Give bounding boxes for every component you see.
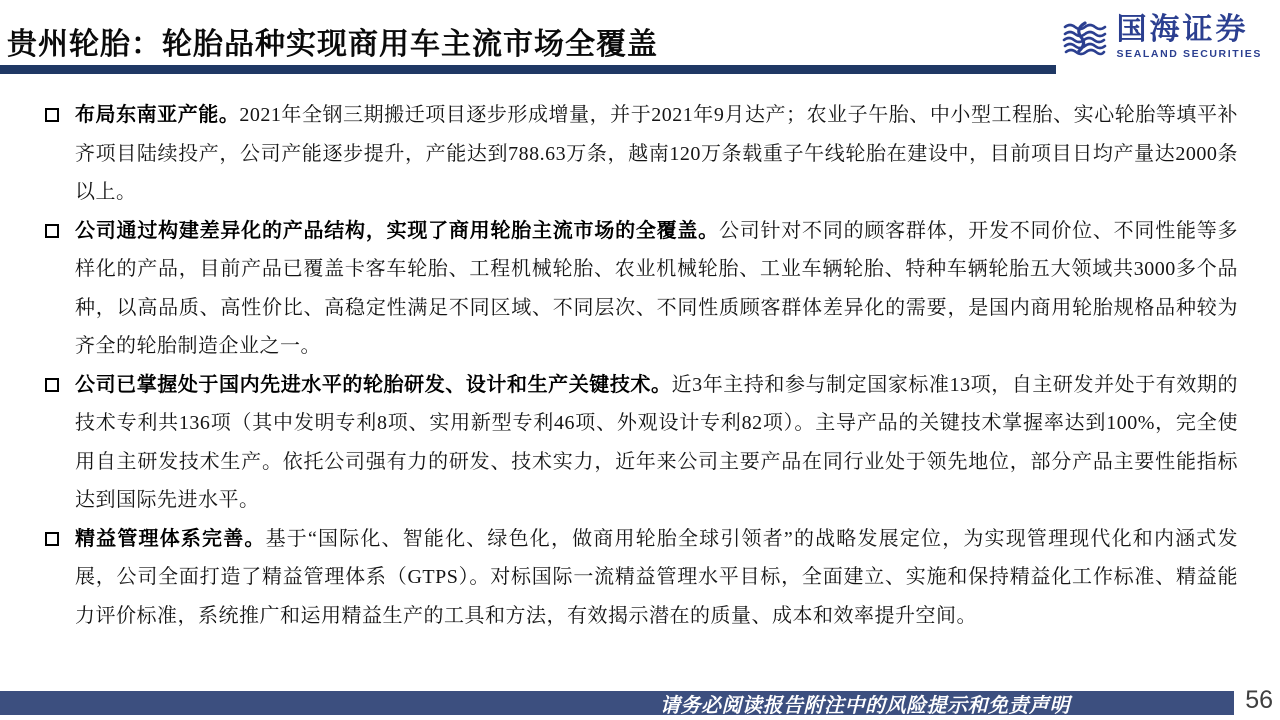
bullet-text-4: [75, 520, 1238, 636]
bullet-item-3: [45, 366, 1238, 520]
bullet-square-icon: [45, 378, 59, 392]
bullet-square-icon: [45, 532, 59, 546]
footer-disclaimer: 请务必阅读报告附注中的风险提示和免责声明: [660, 694, 1070, 717]
footer-band: [0, 691, 1234, 715]
sealand-wave-icon: [1061, 13, 1109, 61]
bullet-square-icon: [45, 224, 59, 238]
bullet-body-4: 基于“国际化、智能化、绿色化，做商用轮胎全球引领者”的战略发展定位，为实现管理现代化和内涵式发展，公司全面打造了精益管理体系（GTPS）。对标国际一流精益管理水平目标，全面建立、实施和保持精益化工作标准、精益能力评价标准，系统推广和运用精益生产的工具和方法，有效揭示潜在的质量、成本和效率提升空间。: [75, 527, 1238, 627]
header-rule: [0, 65, 1056, 74]
bullet-item-4: [45, 520, 1238, 636]
bullet-text-2: [75, 212, 1238, 366]
bullet-lead-1: 布局东南亚产能。: [75, 104, 240, 126]
logo-text: [1116, 12, 1262, 60]
logo-name-en: SEALAND SECURITIES: [1116, 47, 1262, 60]
bullet-text-3: [75, 366, 1238, 520]
logo-name-cn: 国海证券: [1116, 12, 1249, 46]
bullet-lead-4: 精益管理体系完善。: [75, 527, 266, 550]
bullet-lead-3: 公司已掌握处于国内先进水平的轮胎研发、设计和生产关键技术。: [75, 373, 672, 396]
bullet-item-1: [45, 96, 1238, 212]
bullet-list: [45, 96, 1238, 635]
page-number: 56: [1245, 686, 1273, 714]
bullet-body-3: 近3年主持和参与制定国家标准13项，自主研发并处于有效期的技术专利共136项（其中发明专利8项、实用新型专利46项、外观设计专利82项）。主导产品的关键技术掌握率达到100%，完全使用自主研发技术生产。依托公司强有力的研发、技术实力，近年来公司主要产品在同行业处于领先地位，部分产品主要性能指标达到国际先进水平。: [75, 373, 1239, 511]
page-title: 贵州轮胎：轮胎品种实现商用车主流市场全覆盖: [7, 28, 658, 61]
bullet-lead-2: 公司通过构建差异化的产品结构，实现了商用轮胎主流市场的全覆盖。: [75, 219, 719, 242]
bullet-item-2: [45, 212, 1238, 366]
company-logo: [1061, 13, 1262, 61]
bullet-square-icon: [45, 108, 59, 122]
bullet-body-2: 公司针对不同的顾客群体，开发不同价位、不同性能等多样化的产品，目前产品已覆盖卡客车轮胎、工程机械轮胎、农业机械轮胎、工业车辆轮胎、特种车辆轮胎五大领域共3000多个品种，以高品质、高性价比、高稳定性满足不同区域、不同层次、不同性质顾客群体差异化的需要，是国内商用轮胎规格品种较为齐全的轮胎制造企业之一。: [75, 219, 1239, 357]
bullet-body-1: 2021年全钢三期搬迁项目逐步形成增量，并于2021年9月达产；农业子午胎、中小型工程胎、实心轮胎等填平补齐项目陆续投产，公司产能逐步提升，产能达到788.63万条，越南120万条载重子午线轮胎在建设中，目前项目日均产量达2000条以上。: [75, 104, 1239, 203]
bullet-text-1: [75, 96, 1238, 212]
